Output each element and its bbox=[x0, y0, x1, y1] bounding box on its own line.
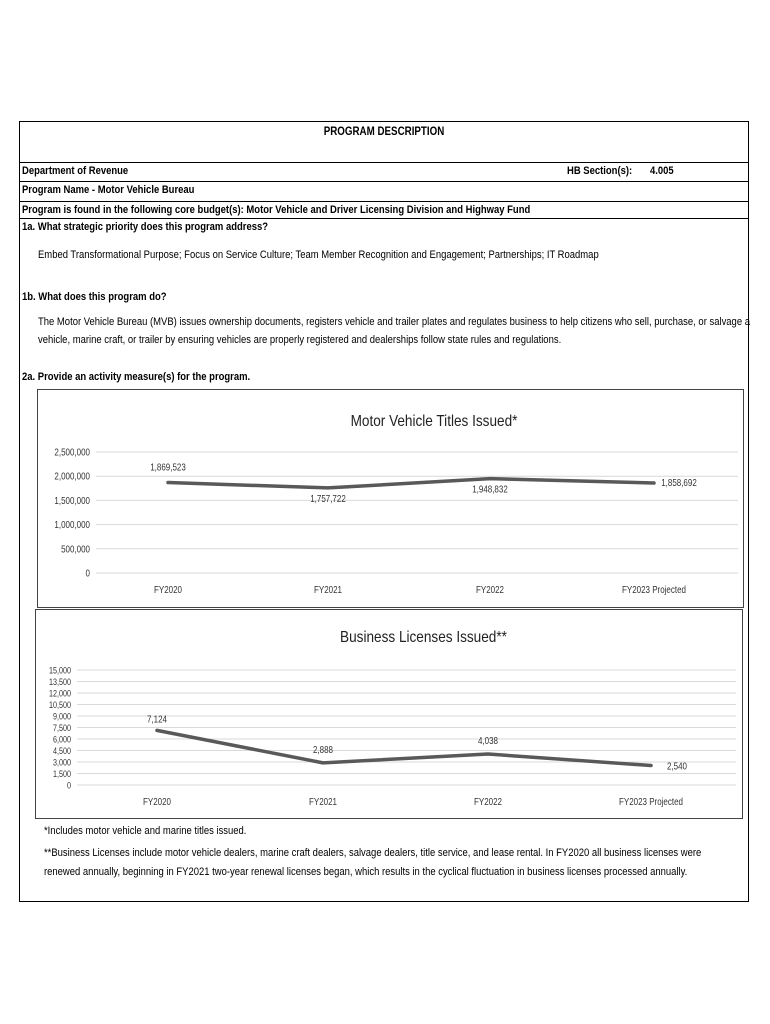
titles-chart-svg bbox=[38, 390, 745, 609]
hb-section-label: HB Section(s): bbox=[567, 165, 633, 177]
y-tick-label: 4,500 bbox=[53, 746, 71, 757]
data-label: 1,858,692 bbox=[661, 477, 697, 489]
note-licenses-line1: **Business Licenses include motor vehicle dealers, marine craft dealers, salvage dealers, title service, and lease rental. In FY2020 all business licenses were bbox=[44, 847, 702, 859]
core-budget-row bbox=[22, 204, 748, 216]
x-tick-label: FY2020 bbox=[154, 584, 182, 596]
x-tick-label: FY2020 bbox=[143, 796, 171, 808]
question-1a: 1a. What strategic priority does this program address? bbox=[22, 221, 269, 233]
x-tick-label: FY2021 bbox=[309, 796, 337, 808]
x-tick-label: FY2021 bbox=[314, 584, 342, 596]
program-description-form bbox=[19, 121, 749, 902]
x-tick-label: FY2023 Projected bbox=[619, 796, 683, 808]
licenses-chart bbox=[35, 609, 743, 819]
data-label: 2,888 bbox=[312, 744, 334, 756]
data-label: 1,869,523 bbox=[150, 461, 186, 473]
divider bbox=[20, 218, 748, 219]
y-tick-label: 7,500 bbox=[53, 723, 71, 734]
note-titles: *Includes motor vehicle and marine titles issued. bbox=[44, 825, 247, 837]
y-tick-label: 13,500 bbox=[49, 677, 71, 688]
department-name: Department of Revenue bbox=[22, 165, 129, 177]
chart-title: Business Licenses Issued** bbox=[340, 629, 507, 647]
data-label: 1,757,722 bbox=[310, 493, 346, 505]
y-tick-label: 6,000 bbox=[53, 734, 71, 745]
chart-title: Motor Vehicle Titles Issued* bbox=[350, 413, 518, 431]
divider bbox=[20, 162, 748, 163]
series-line bbox=[168, 479, 654, 488]
data-label: 1,948,832 bbox=[472, 483, 508, 495]
titles-chart bbox=[37, 389, 744, 608]
y-tick-label: 1,000,000 bbox=[54, 519, 90, 531]
y-tick-label: 9,000 bbox=[53, 711, 71, 722]
note-licenses-line2: renewed annually, beginning in FY2021 two-year renewal licenses began, which results in the cyclical fluctuation in business licenses processed annually. bbox=[44, 866, 688, 878]
x-tick-label: FY2022 bbox=[476, 584, 504, 596]
y-tick-label: 0 bbox=[66, 780, 71, 791]
data-label: 7,124 bbox=[146, 713, 168, 725]
divider bbox=[20, 181, 748, 182]
answer-1a: Embed Transformational Purpose; Focus on Service Culture; Team Member Recognition and Engagement; Partnerships; IT Roadmap bbox=[38, 249, 599, 261]
licenses-chart-svg bbox=[36, 610, 744, 820]
answer-1b-line1: The Motor Vehicle Bureau (MVB) issues ownership documents, registers vehicle and trailer plates and regulates business to help citizens who sell, purchase, or salvage a bbox=[38, 316, 750, 328]
y-tick-label: 0 bbox=[85, 567, 90, 579]
y-tick-label: 500,000 bbox=[61, 543, 90, 555]
series-line bbox=[157, 730, 651, 765]
y-tick-label: 1,500 bbox=[53, 769, 71, 780]
y-tick-label: 1,500,000 bbox=[54, 495, 90, 507]
x-tick-label: FY2023 Projected bbox=[622, 584, 686, 596]
y-tick-label: 15,000 bbox=[49, 665, 71, 676]
y-tick-label: 2,000,000 bbox=[54, 470, 90, 482]
core-budget-text: Program is found in the following core budget(s): Motor Vehicle and Driver Licensing Division and Highway Fund bbox=[22, 204, 531, 216]
x-tick-label: FY2022 bbox=[474, 796, 502, 808]
form-title: PROGRAM DESCRIPTION bbox=[323, 126, 445, 138]
question-1b: 1b. What does this program do? bbox=[22, 291, 167, 303]
y-tick-label: 2,500,000 bbox=[54, 446, 90, 458]
answer-1b-line2: vehicle, marine craft, or trailer by ensuring vehicles are properly registered and dealerships follow state rules and regulations. bbox=[38, 334, 562, 346]
data-label: 2,540 bbox=[666, 760, 688, 772]
divider bbox=[20, 201, 748, 202]
data-label: 4,038 bbox=[477, 735, 499, 747]
y-tick-label: 10,500 bbox=[49, 700, 71, 711]
question-2a: 2a. Provide an activity measure(s) for the program. bbox=[22, 371, 251, 383]
y-tick-label: 3,000 bbox=[53, 757, 71, 768]
program-name-row bbox=[22, 184, 748, 196]
hb-section-value: 4.005 bbox=[650, 165, 674, 177]
y-tick-label: 12,000 bbox=[49, 688, 71, 699]
program-name: Program Name - Motor Vehicle Bureau bbox=[22, 184, 195, 196]
